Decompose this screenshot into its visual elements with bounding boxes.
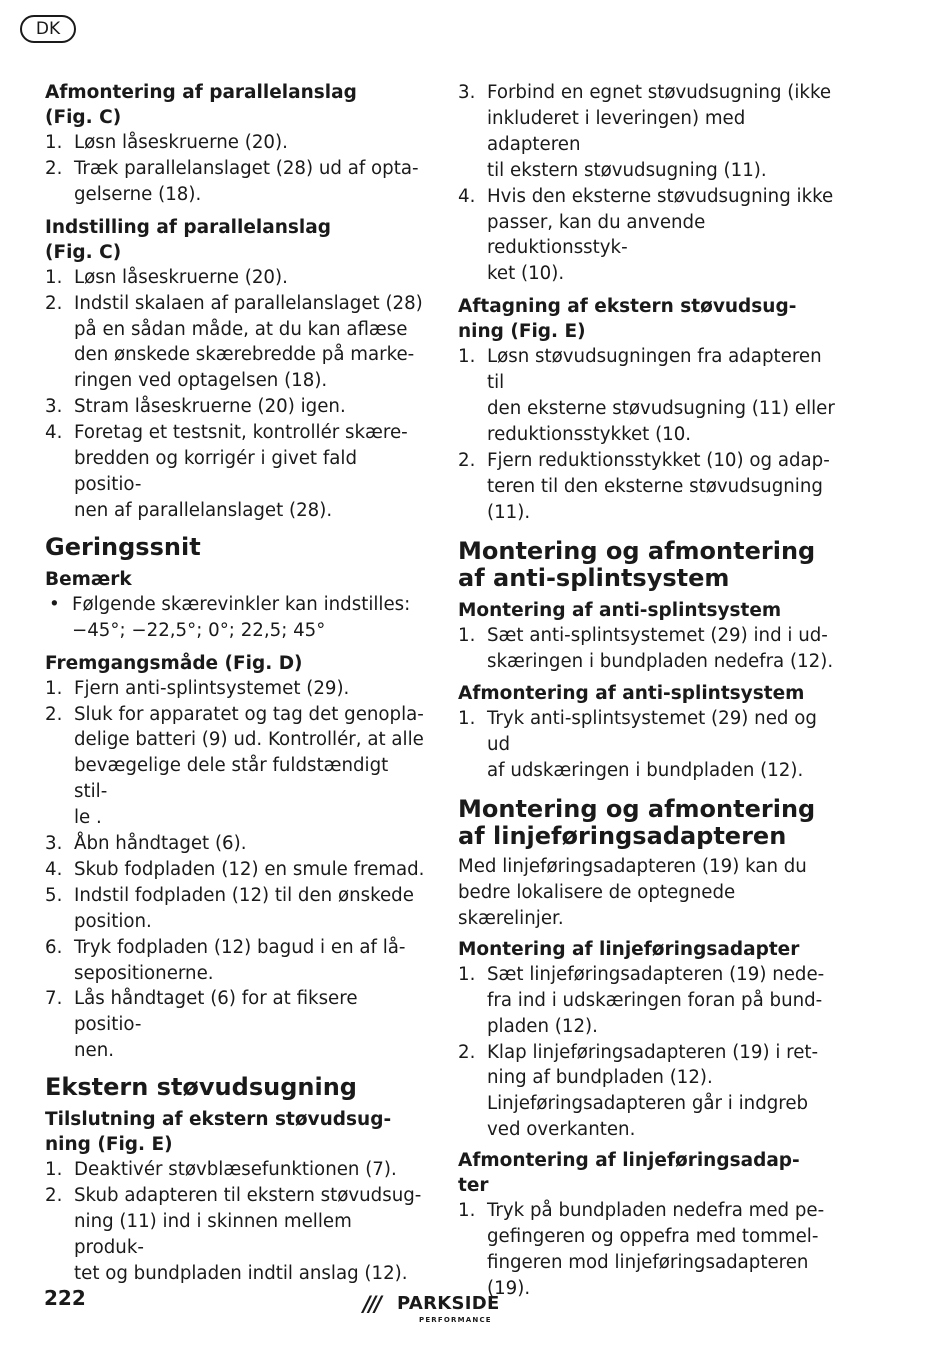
item-number: 1. [458,1200,476,1222]
right-column [458,80,836,1302]
item-line: Deaktivér støvblæsefunktionen (7). [74,1159,397,1181]
list-item [45,857,427,883]
subsection-title: Montering af anti-splintsystem [458,599,782,621]
list-item [458,706,836,784]
numbered-list [458,962,836,1092]
subsection-title-line: ter [458,1175,489,1197]
item-line: gelserne (18). [74,183,202,205]
logo-slashes-icon: /// [363,1292,381,1316]
item-line: gefingeren og oppefra med tommel- [487,1226,819,1248]
item-number: 2. [458,1041,476,1063]
section-heading-line: Montering og afmontering [458,536,816,565]
list-item [458,80,836,184]
item-line: på en sådan måde, at du kan aflæse [74,318,408,340]
note-text [458,1091,836,1143]
section-title-line: ning (Fig. E) [458,321,586,343]
item-line: reduktionsstykket (10. [487,423,692,445]
item-line: Skub fodpladen (12) en smule fremad. [74,858,425,880]
item-line: Følgende skærevinkler kan indstilles: [72,593,411,615]
section-heading-line: af anti-splintsystem [458,563,730,592]
section-heading-line: Montering og afmontering [458,795,816,824]
item-number: 3. [45,396,63,418]
item-line: ringen ved optagelsen (18). [74,370,328,392]
item-line: bevægelige dele står fuldstændigt stil- [74,755,389,803]
item-line: passer, kan du anvende reduktionsstyk- [487,211,706,259]
item-line: nen. [74,1040,115,1062]
parkside-logo [363,1292,523,1332]
item-line: Træk parallelanslaget (28) ud af opta- [74,157,419,179]
item-number: 2. [45,292,63,314]
item-line: teren til den eksterne støvudsugning [487,475,823,497]
section-title-line: Indstilling af parallelanslag [45,216,331,238]
item-number: 1. [458,708,476,730]
item-line: Sæt anti-splintsystemet (29) ind i ud- [487,624,828,646]
item-number: 6. [45,936,63,958]
list-item [45,291,427,395]
item-line: Tryk anti-splintsystemet (29) ned og ud [487,708,817,756]
item-line: Løsn låseskruerne (20). [74,266,288,288]
item-number: 3. [458,82,476,103]
item-line: le . [74,807,102,829]
item-number: 2. [45,1185,63,1207]
item-line: Indstil skalaen af parallelanslaget (28) [74,292,423,314]
item-number: 3. [45,833,63,855]
item-line: position. [74,910,152,932]
note-line: Linjeføringsadapteren går i indgreb [487,1093,809,1115]
section-title-line: (Fig. C) [45,107,122,128]
subsection-title: Bemærk [45,568,132,590]
section-title-line: (Fig. C) [45,241,122,263]
item-number: 2. [45,157,63,179]
item-line: af udskæringen i bundpladen (12). [487,760,804,782]
item-number: 4. [45,422,63,444]
bullet-item [45,592,427,644]
section-title [458,294,836,344]
numbered-list [45,1157,427,1287]
list-item [45,702,427,832]
subsection-title: Fremgangsmåde (Fig. D) [45,652,303,674]
item-line: til ekstern støvudsugning (11). [487,159,767,181]
item-line: den eksterne støvudsugning (11) eller [487,398,835,420]
item-line: nen af parallelanslaget (28). [74,499,333,521]
item-line: Klap linjeføringsadapteren (19) i ret- [487,1041,819,1063]
list-item [45,130,427,156]
item-line: Løsn støvudsugningen fra adapteren til [487,346,822,394]
list-item [45,676,427,702]
subsection-title [458,1148,836,1198]
item-line: Hvis den eksterne støvudsugning ikke [487,185,834,207]
item-number: 2. [45,703,63,725]
item-line: Fjern anti-splintsystemet (29). [74,677,350,699]
list-item [458,1040,836,1092]
item-line: Stram låseskruerne (20) igen. [74,396,346,418]
list-item [458,623,836,675]
section-title [45,215,427,265]
list-item [458,344,836,448]
item-line: Løsn låseskruerne (20). [74,132,288,153]
language-badge: DK [20,15,76,43]
numbered-list [458,623,836,675]
list-item [458,1198,836,1302]
left-column [45,80,427,1287]
item-line: fra ind i udskæringen foran på bund- [487,989,823,1011]
item-number: 4. [45,858,63,880]
list-item [45,831,427,857]
item-line: Sluk for apparatet og tag det genopla- [74,703,424,725]
item-number: 1. [458,624,476,646]
section-heading-line: af linjeføringsadapteren [458,822,787,851]
numbered-list [458,80,836,287]
item-number: 1. [458,963,476,985]
item-line: Lås håndtaget (6) for at fiksere positio- [74,988,358,1036]
item-line: Skub adapteren til ekstern støvudsug- [74,1185,422,1207]
item-number: 1. [45,132,63,153]
list-item [45,883,427,935]
numbered-list [45,676,427,1065]
item-line: sepositionerne. [74,962,214,984]
list-item [458,184,836,288]
numbered-list [458,1198,836,1302]
subsection-title-line: ning (Fig. E) [45,1134,173,1156]
item-line: fingeren mod linjeføringsadapteren [487,1252,809,1273]
numbered-list [45,265,427,524]
item-line: delige batteri (9) ud. Kontrollér, at alle [74,729,424,751]
bullet-icon: • [49,593,60,615]
item-number: 1. [45,266,63,288]
item-line: pladen (12). [487,1015,598,1037]
item-line: Sæt linjeføringsadapteren (19) nede- [487,963,825,985]
item-line: ket (10). [487,263,565,285]
section-heading [458,538,836,592]
list-item [45,420,427,524]
list-item [45,935,427,987]
item-line: −45°; −22,5°; 0°; 22,5; 45° [72,619,326,641]
numbered-list [458,344,836,525]
list-item [45,394,427,420]
item-number: 1. [458,346,476,368]
list-item [458,962,836,1040]
list-item [45,265,427,291]
subsection-title-line: Tilslutning af ekstern støvudsug- [45,1109,392,1131]
section-heading [458,796,836,850]
item-line: (19). [487,1277,531,1299]
subsection-title: Montering af linjeføringsadapter [458,938,800,960]
section-heading: Ekstern støvudsugning [45,1073,357,1102]
item-line: Fjern reduktionsstykket (10) og adap- [487,449,830,471]
paragraph-line: Med linjeføringsadapteren (19) kan du [458,856,807,878]
paragraph-line: bedre lokalisere de optegnede skærelinjer. [458,882,736,929]
item-number: 5. [45,884,63,906]
note-line: ved overkanten. [487,1119,636,1141]
section-heading: Geringssnit [45,532,201,561]
item-line: Forbind en egnet støvudsugning (ikke [487,82,832,103]
item-line: Tryk fodpladen (12) bagud i en af lå- [74,936,406,958]
item-number: 7. [45,988,63,1010]
section-title [45,80,427,130]
item-line: tet og bundpladen indtil anslag (12). [74,1262,408,1284]
numbered-list [45,130,427,208]
item-line: ning af bundpladen (12). [487,1067,713,1089]
logo-brand-text: PARKSIDE [397,1293,500,1314]
subsection-title: Afmontering af anti-splintsystem [458,683,805,705]
section-title-line: Afmontering af parallelanslag [45,82,357,103]
item-number: 2. [458,449,476,471]
item-number: 4. [458,185,476,207]
intro-paragraph [458,854,836,932]
subsection-title [45,1107,427,1157]
item-line: skæringen i bundpladen nedefra (12). [487,650,834,672]
item-line: Indstil fodpladen (12) til den ønskede [74,884,414,906]
subsection-title-line: Afmontering af linjeføringsadap- [458,1150,800,1172]
item-line: Tryk på bundpladen nedefra med pe- [487,1200,825,1222]
logo-sub-text: PERFORMANCE [419,1316,492,1324]
item-line: (11). [487,501,531,523]
list-item [45,156,427,208]
list-item [45,986,427,1064]
list-item [458,448,836,526]
item-number: 1. [45,677,63,699]
item-line: bredden og korrigér i givet fald positio- [74,448,357,495]
item-line: Foretag et testsnit, kontrollér skære- [74,422,408,444]
page-number: 222 [44,1286,86,1310]
item-number: 1. [45,1159,63,1181]
item-line: Åbn håndtaget (6). [74,833,247,855]
list-item [45,1157,427,1183]
numbered-list [458,706,836,784]
item-line: inkluderet i leveringen) med adapteren [487,107,746,155]
section-title-line: Aftagning af ekstern støvudsug- [458,296,797,318]
item-line: den ønskede skærebredde på marke- [74,344,415,366]
list-item [45,1183,427,1287]
item-line: ning (11) ind i skinnen mellem produk- [74,1211,352,1258]
